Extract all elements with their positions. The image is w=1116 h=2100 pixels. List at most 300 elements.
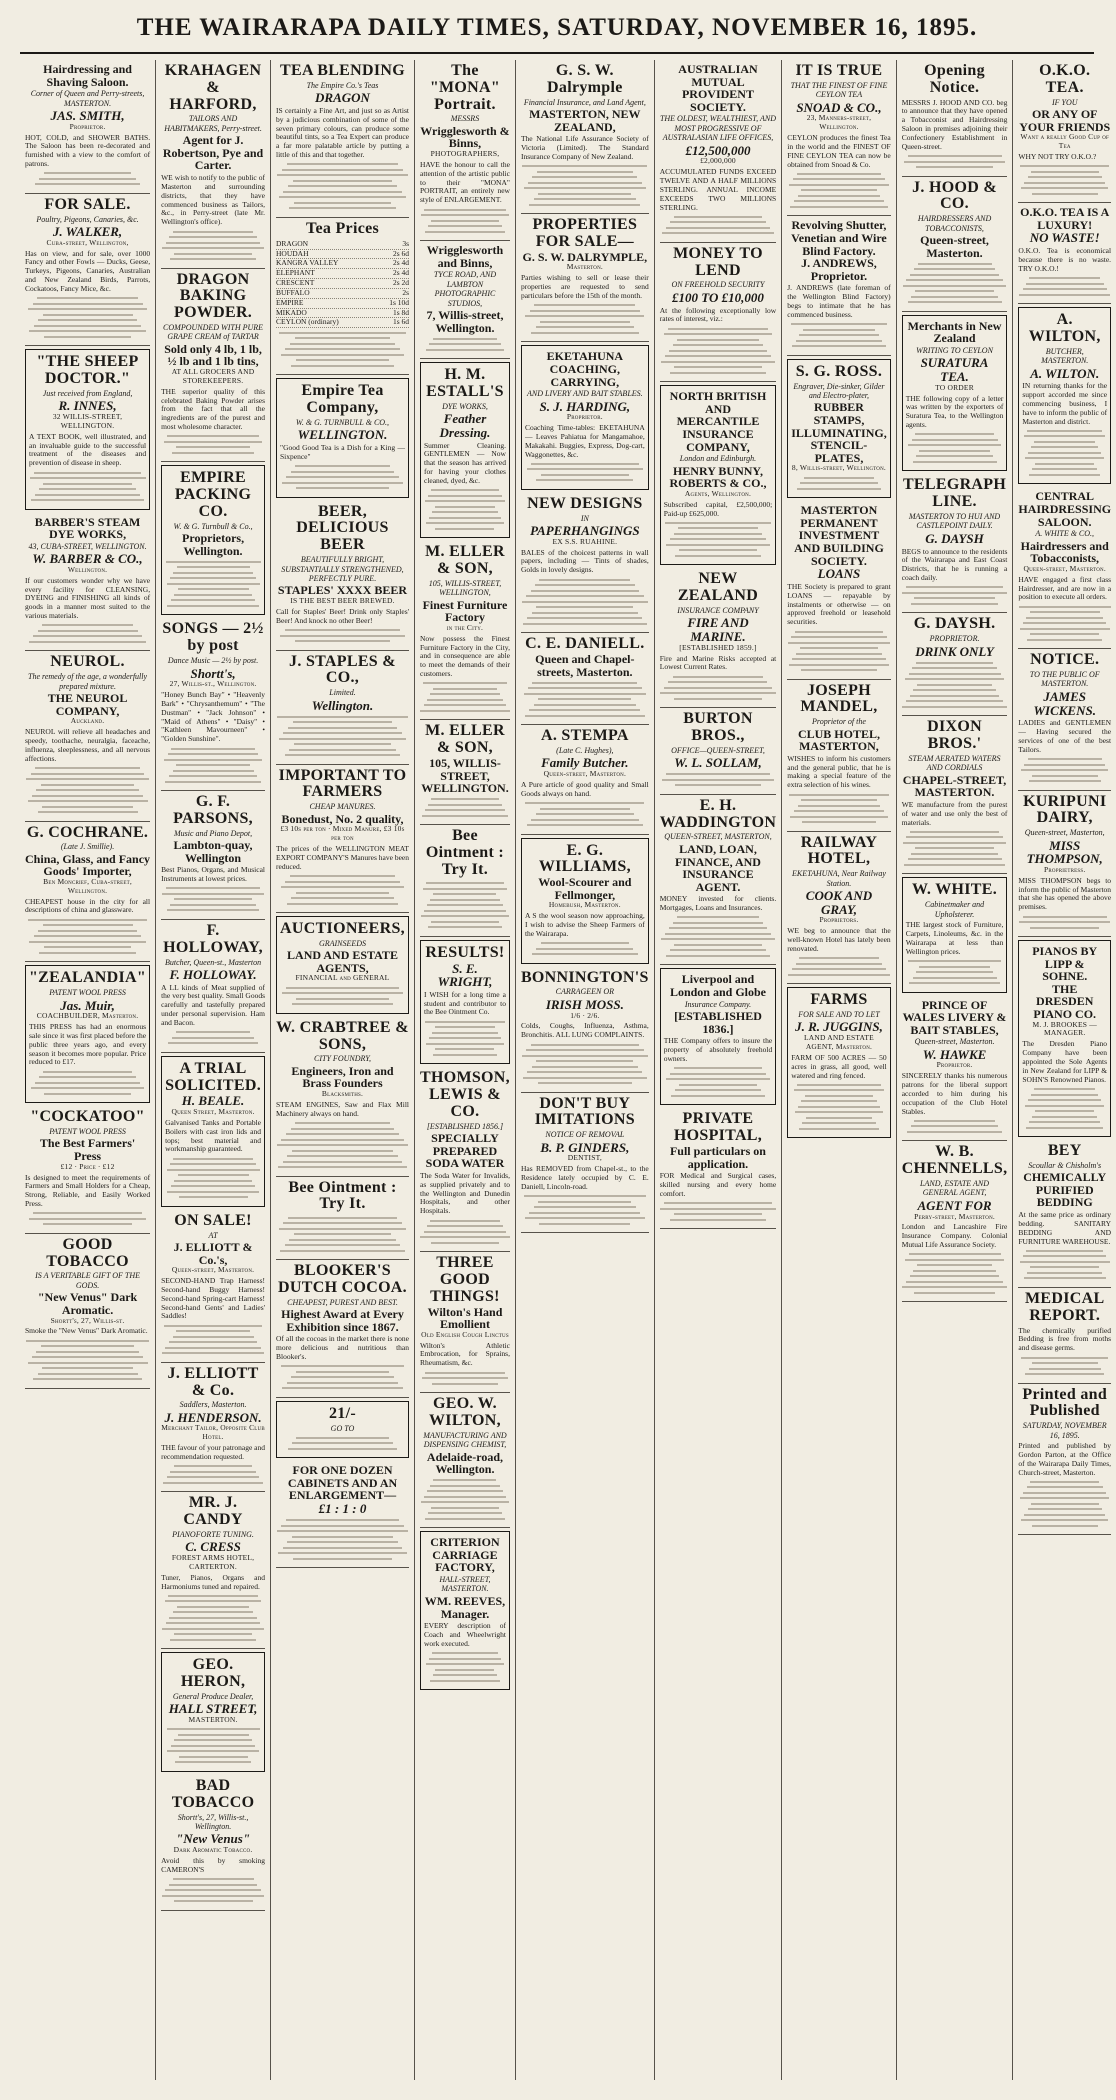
price-item: DRAGON (276, 238, 309, 248)
ad-subhead: Queen-street, Masterton, (1024, 828, 1105, 838)
ad-headline: NORTH BRITISH AND MERCANTILE INSURANCE COMPANY, (669, 389, 767, 454)
advertisement (25, 349, 150, 509)
fine-print (280, 1437, 405, 1450)
advertisement (660, 1108, 777, 1229)
ad-name: S. E. WRIGHT, (437, 960, 493, 990)
advertisement (276, 765, 409, 913)
ad-subhead: London and Edinburgh. (679, 454, 757, 464)
ad-headline: Printed and Published (1022, 1385, 1108, 1420)
advertisement (902, 177, 1008, 312)
advertisement (660, 968, 777, 1105)
ad-body: THIS PRESS has had an enormous sale since it was first placed before the public three years ago, and every season it becomes more popular. Price reduced to £17. (29, 1022, 147, 1067)
advertisement (161, 618, 265, 791)
ad-name: G. DAYSH (925, 530, 984, 546)
fine-print (902, 1120, 1008, 1133)
price-value: 2s 6d (392, 248, 409, 258)
ad-name: Wool-Scourer and Fellmonger, (538, 875, 632, 902)
column-8 (897, 60, 1014, 2080)
ad-headline: ON SALE! (174, 1211, 252, 1229)
ad-role: Proprietor. (69, 121, 106, 131)
ad-role: MASTERTON. (188, 1715, 238, 1725)
fine-print (424, 1021, 506, 1056)
ad-headline: 21/- (329, 1404, 356, 1422)
ad-body: SECOND-HAND Trap Harness! Second-hand Buggy Harness! Second-hand Spring-cart Harness! Second-hand Gents' and Ladies' Saddles! (161, 1276, 266, 1321)
advertisement (161, 1492, 265, 1649)
advertisement (521, 60, 649, 214)
fine-print (1022, 430, 1107, 476)
ad-name: Adelaide-road, Wellington. (426, 1449, 504, 1477)
ad-headline: MASTERTON PERMANENT INVESTMENT AND BUILDING SOCIETY. (794, 503, 884, 568)
price-value: 3s (402, 238, 409, 248)
ad-name: COOK AND GRAY, (805, 888, 873, 917)
ad-headline: G. COCHRANE. (26, 823, 149, 841)
ad-body: Wilton's Athletic Embrocation, for Sprains, Rheumatism, &c. (419, 1340, 510, 1368)
fine-print (161, 1878, 265, 1902)
fine-print (420, 209, 510, 233)
ad-subhead: 43, CUBA-STREET, WELLINGTON. (28, 541, 147, 551)
fine-print (420, 1220, 510, 1244)
ad-body: Fire and Marine Risks accepted at Lowest Current Rates. (659, 653, 777, 672)
ad-role: Proprietor. (936, 1060, 973, 1070)
ad-headline: EKETAHUNA COACHING, CARRYING, (546, 349, 624, 389)
advertisement (1018, 1384, 1111, 1536)
ad-headline: BLOOKER'S DUTCH COCOA. (278, 1262, 407, 1296)
ad-subhead: WRITING TO CEYLON (916, 346, 993, 355)
fine-print (1018, 916, 1111, 929)
advertisement (902, 1141, 1008, 1302)
fine-print (420, 338, 510, 351)
ad-role: in the City. (446, 622, 484, 632)
ad-name: Proprietors, Wellington. (182, 531, 245, 558)
ad-subhead: W. & G. TURNBULL & CO., (295, 417, 390, 427)
ad-headline: CENTRAL HAIRDRESSING SALOON. (1018, 489, 1112, 529)
fine-print (276, 629, 409, 642)
ad-headline: DRAGON BAKING POWDER. (174, 270, 253, 322)
ad-role: EX S.S. RUAHINE. (552, 536, 618, 546)
ad-name: G. S. W. DALRYMPLE, (522, 249, 648, 264)
ad-subhead: ON FREEHOLD SECURITY (671, 280, 765, 290)
fine-print (25, 1212, 150, 1225)
ad-subhead: Scoullar & Chisholm's (1028, 1160, 1102, 1170)
ad-headline: GOOD TOBACCO (46, 1235, 129, 1270)
ad-subhead: LAND, ESTATE AND GENERAL AGENT, (920, 1179, 990, 1198)
ad-subhead: MASTERTON TO HUI AND CASTLEPOINT DAILY. (908, 512, 1001, 531)
ad-headline: TELEGRAPH LINE. (902, 476, 1007, 511)
ad-headline: W. CRABTREE & SONS, (276, 1018, 409, 1053)
fine-print (525, 942, 645, 955)
ad-body: LADIES and GENTLEMEN — Having secured the services of one of the best Tailors. (1018, 718, 1112, 754)
ad-name: S. J. HARDING, (539, 398, 631, 414)
price-list (276, 240, 409, 329)
fine-print (165, 1728, 261, 1763)
ad-body: THE superior quality of this celebrated Baking Powder arises from the fact that all the ingredients are of the purest and most wholesome character. (161, 386, 266, 432)
ad-subhead: GRAINSEEDS (318, 938, 367, 948)
advertisement (660, 795, 777, 966)
fine-print (660, 676, 777, 700)
ad-headline: Liverpool and London and Globe (669, 972, 766, 1000)
fine-print (521, 1195, 649, 1225)
ad-subhead: Dance Music — 2½ by post. (167, 656, 259, 666)
fine-print (424, 489, 506, 530)
ad-headline: J. ELLIOTT & Co. (167, 1364, 259, 1399)
price-item: BUFFALO (276, 287, 310, 297)
ad-headline: RAILWAY HOTEL, (800, 833, 878, 868)
fine-print (660, 1202, 777, 1221)
ad-body: THE favour of your patronage and recommendation requested. (161, 1443, 266, 1461)
ad-subhead: NOTICE OF REMOVAL (545, 1130, 625, 1140)
ad-body: MONEY invested for clients. Mortgages, Loans and Insurances. (659, 894, 777, 913)
ad-body: "Honey Bunch Bay" • "Heavenly Bark" • "Chrysanthemum" • "The Dustman" • "Jack Johnson" • "Maid of Athens" • "Daisy" • "Kathleen Mavourneen" • "Golden Sunshine". (161, 690, 266, 744)
ad-body: At the following exceptionally low rates of interest, viz.: (659, 305, 777, 324)
ad-name: 7, Willis-street, Wellington. (426, 308, 504, 335)
advertisement (25, 513, 150, 652)
price-value: 1s 8d (392, 307, 409, 317)
ad-body: THE Company offers to insure the property of absolutely freehold owners. (663, 1036, 773, 1063)
advertisement (25, 822, 150, 963)
ad-body: IN returning thanks for the support accorded me since commencing business, I have to inform the public of Masterton and district. (1022, 381, 1108, 426)
ad-subhead: TO THE PUBLIC OF MASTERTON. (1029, 670, 1100, 689)
price-item: CEYLON (ordinary) (276, 317, 339, 327)
ad-name: PAPERHANGINGS (530, 523, 640, 539)
ad-subhead: Proprietor of the (812, 717, 866, 727)
advertisement (660, 568, 777, 708)
advertisement (161, 1363, 265, 1493)
ad-subhead: Shortt's, 27, Willis-st., Wellington. (177, 1812, 249, 1831)
advertisement (161, 1210, 265, 1363)
advertisement (420, 825, 510, 936)
ad-name: RUBBER STAMPS, ILLUMINATING, STENCIL-PLATES, (791, 400, 887, 465)
ad-headline: CRITERION CARRIAGE FACTORY, (430, 1535, 500, 1575)
ad-body: MESSRS J. HOOD AND CO. beg to announce that they have opened a Tobacconist and Hairdressing Saloon in premises adjoining their Confectionery Establishment in Queen-street. (901, 97, 1008, 151)
advertisement (25, 60, 150, 194)
advertisement (787, 832, 890, 985)
fine-print (276, 875, 409, 905)
ad-subhead: IN (580, 513, 589, 523)
ad-role: 23, Manners-street, Wellington. (806, 113, 872, 132)
ad-name: Full particulars on application. (669, 1143, 766, 1171)
ad-body: London and Lancashire Fire Insurance Company. Colonial Mutual Life Assurance Society. (901, 1222, 1008, 1250)
advertisement (420, 720, 510, 825)
fine-print (276, 1122, 409, 1168)
ad-body: STEAM ENGINES, Saw and Flax Mill Machinery always on hand. (276, 1099, 409, 1118)
ad-role: [ESTABLISHED 1859.] (679, 642, 757, 652)
ad-subhead: GO TO (330, 1423, 355, 1433)
ad-subhead: AND LIVERY AND BAIT STABLES. (527, 389, 643, 399)
ad-body: Has REMOVED from Chapel-st., to the Residence lately occupied by C. E. Daniell, Lincoln-road. (520, 1164, 649, 1191)
fine-print (165, 561, 261, 607)
fine-print (29, 1071, 146, 1095)
ad-name: £12,500,000 (685, 142, 751, 158)
advertisement (276, 1017, 409, 1177)
fine-print (29, 472, 146, 502)
ad-headline: NEW DESIGNS (527, 494, 643, 512)
fine-print (25, 624, 150, 643)
ad-body: WE wish to notify to the public of Masterton and surrounding districts, that they have commenced business as Tailors, &c., in Perry-street (late Mr. Wellington's office). (161, 173, 266, 227)
ad-body: Tuner, Pianos, Organs and Harmoniums tuned and repaired. (161, 1572, 266, 1591)
ad-body: If our customers wonder why we have every facility for CLEANSING, DYEING and FINISHING all kinds of goods in a manner most suited to the various materials. (25, 575, 151, 621)
ad-name: Agent for J. Robertson, Pye and Carter. (162, 133, 264, 173)
ad-name: W. L. SOLLAM, (674, 755, 762, 771)
advertisement (1018, 487, 1111, 649)
ad-headline: RESULTS! (425, 943, 505, 961)
ad-body: HAVE engaged a first class Hairdresser, and are now in a position to execute all orders. (1018, 574, 1112, 602)
ad-name: £1 : 1 : 0 (318, 1500, 367, 1516)
price-item: EMPIRE (276, 297, 304, 307)
fine-print (276, 332, 409, 367)
advertisement (420, 1393, 510, 1528)
ad-subhead: A. WHITE & CO., (1035, 529, 1095, 539)
ad-role: Wellington. (67, 564, 108, 574)
advertisement (420, 362, 510, 538)
ad-subhead: AT (208, 1230, 218, 1240)
fine-print (161, 1325, 265, 1355)
ad-subhead: THE OLDEST, WEALTHIEST, AND MOST PROGRESSIVE OF AUSTRALASIAN LIFE OFFICES, (659, 114, 777, 143)
fine-print (420, 882, 510, 928)
ad-role: FINANCIAL and GENERAL (295, 973, 390, 983)
column-7 (782, 60, 896, 2080)
ad-subhead: Insurance Company. (684, 999, 752, 1009)
advertisement (25, 194, 150, 346)
ad-subhead: OFFICE—QUEEN-STREET, (671, 745, 765, 755)
ad-headline: TEA BLENDING (280, 62, 405, 79)
advertisement (161, 1652, 265, 1772)
ad-headline: M. ELLER & SON, (425, 722, 505, 757)
price-value: 2s 2d (392, 278, 409, 288)
ad-body: Best Pianos, Organs, and Musical Instruments at lowest prices. (161, 865, 266, 884)
ad-role: Old English Cough Linctus (421, 1329, 509, 1339)
column-1 (20, 60, 156, 2080)
ad-subhead: (Late J. Smillie). (60, 842, 115, 852)
ad-name: STAPLES' XXXX BEER (277, 583, 408, 598)
ad-name: F. HOLLOWAY. (169, 967, 257, 982)
ad-headline: FARMS (810, 991, 868, 1009)
ad-name: JAMES WICKENS. (1033, 688, 1096, 718)
advertisement (276, 60, 409, 218)
fine-print (161, 1595, 265, 1641)
ad-subhead: TYCE ROAD, AND LAMBTON PHOTOGRAPHIC STUDIOS, (433, 270, 497, 308)
ad-body: SINCERELY thanks his numerous patrons for the liberal support accorded to him during his occupation of the Club Hotel Stables. (901, 1071, 1008, 1116)
newspaper-title: THE WAIRARAPA DAILY TIMES, SATURDAY, NOVEMBER 16, 1895. (136, 14, 978, 41)
ad-role: COACHBUILDER, Masterton. (36, 1011, 139, 1021)
advertisement (161, 465, 265, 615)
ad-body: HOT, COLD, and SHOWER BATHS. The Saloon has been re-decorated and furnished with a view to the comfort of patrons. (25, 132, 151, 169)
ad-name: DRAGON (315, 90, 370, 106)
fine-print (660, 216, 777, 235)
ad-body: Galvanised Tanks and Portable Boilers with cast iron lids and tops; best material and workmanship guaranteed. (165, 1117, 262, 1154)
fine-print (161, 231, 265, 261)
ad-headline: GEO. W. WILTON, (429, 1395, 501, 1429)
advertisement (25, 1106, 150, 1234)
ad-headline: S. G. ROSS. (795, 362, 883, 380)
ad-role: 27, Willis-st., Wellington. (169, 679, 257, 689)
ad-body: The Soda Water for Invalids, as supplied privately and to the Wellington and Dunedin Hospitals, and other Hospitals. (419, 1170, 510, 1216)
ad-headline: G. F. PARSONS, (173, 793, 253, 827)
advertisement (787, 501, 890, 679)
ad-body: MISS THOMPSON begs to inform the public of Masterton that she has opened the above premises. (1018, 875, 1112, 912)
ad-headline: IT IS TRUE (795, 62, 883, 79)
ad-role: Auckland. (70, 716, 105, 726)
advertisement (521, 493, 649, 633)
advertisement (276, 218, 409, 375)
advertisement (276, 651, 409, 765)
advertisement (276, 1177, 409, 1261)
price-value: 2s 4d (392, 258, 409, 268)
advertisement (1018, 1288, 1111, 1384)
advertisement (276, 378, 409, 497)
ad-name: HENRY BUNNY, ROBERTS & CO., (669, 463, 767, 491)
ad-headline: W. B. CHENNELLS, (901, 1143, 1008, 1178)
ad-name: Queen and Chapel-streets, Masterton. (535, 651, 635, 679)
ad-subhead: (Late C. Hughes), (556, 745, 614, 755)
ad-role: Merchant Tailor, Opposite Club Hotel. (161, 1423, 265, 1442)
ad-subhead: IS A VERITABLE GIFT OF THE GODS. (35, 1271, 141, 1290)
ad-body: IS certainly a Fine Art, and just so as Artist by a judicious combination of some of the seven primary colours, can produce some beautiful tints, so a Tea Expert can produce a far more palatable article by putting a little of this and that together. (276, 105, 409, 160)
ad-subhead: Poultry, Pigeons, Canaries, &c. (36, 214, 139, 224)
ad-headline: MR. J. CANDY (183, 1494, 243, 1529)
advertisement (276, 1461, 409, 1568)
column-3 (271, 60, 415, 2080)
ad-subhead: CHEAP MANURES. (309, 802, 376, 812)
ad-headline: H. M. ESTALL'S (426, 366, 504, 400)
fine-print (521, 802, 649, 826)
ad-name: MASTERTON, NEW ZEALAND, (529, 107, 641, 134)
ad-subhead: SATURDAY, NOVEMBER 16, 1895. (1022, 1421, 1107, 1440)
ad-body: J. ANDREWS (late foreman of the Wellington Blind Factory) begs to intimate that he has commenced business. (787, 283, 891, 319)
ad-headline: E. H. WADDINGTON (659, 796, 777, 831)
ad-headline: DON'T BUY IMITATIONS (534, 1094, 635, 1129)
ad-headline: PIANOS BY LIPP & SOHNE. (1032, 944, 1098, 984)
ad-role: Shortt's, 27, Willis-st. (50, 1315, 125, 1325)
newspaper-columns (20, 60, 1112, 2080)
ad-name: SPECIALLY PREPARED SODA WATER (425, 1131, 505, 1171)
ad-role: 32 WILLIS-STREET, WELLINGTON. (52, 412, 123, 430)
ad-name: A. WILTON. (1030, 365, 1100, 381)
ad-headline: MEDICAL REPORT. (1025, 1289, 1105, 1324)
ad-name: [ESTABLISHED 1836.] (674, 1009, 762, 1036)
advertisement (276, 916, 409, 1014)
ad-body: Avoid this by smoking CAMERON'S (161, 1855, 266, 1874)
ad-body: FOR Medical and Surgical cases, skilled nursing and every home comfort. (659, 1171, 777, 1198)
ad-headline: Empire Tea Company, (301, 382, 384, 417)
fine-print (1022, 1088, 1107, 1129)
ad-name: Jas. Muir, (60, 997, 115, 1013)
fine-print (521, 1044, 649, 1085)
advertisement (161, 1775, 265, 1911)
advertisement (25, 651, 150, 821)
ad-body: FARM OF 500 ACRES — 50 acres in grass, all good, well watered and ring fenced. (791, 1052, 887, 1080)
advertisement (521, 345, 649, 490)
advertisement (420, 940, 510, 1065)
fine-print (276, 163, 409, 209)
ad-role: Proprietors. (819, 915, 859, 925)
column-2 (156, 60, 271, 2080)
ad-body: THE largest stock of Furniture, Carpets, Linoleums, &c. in the Wairarapa at less than Wellington prices. (905, 920, 1004, 956)
ad-body: WISHES to inform his customers and the general public, that he is making a special feature of the extra selection of his wines. (787, 753, 891, 790)
advertisement (276, 1401, 409, 1458)
fine-print (420, 798, 510, 817)
ad-headline: Merchants in New Zealand (907, 318, 1002, 346)
fine-print (521, 682, 649, 717)
column-4 (415, 60, 516, 2080)
ad-subhead: Financial Insurance, and Land Agent, (523, 97, 646, 107)
advertisement (660, 243, 777, 382)
ad-headline: Hairdressing and Shaving Saloon. (43, 62, 132, 89)
ad-body: A S the wool season now approaching, I wish to advise the Sheep Farmers of the Wairarapa. (524, 911, 645, 938)
ad-headline: BARBER'S STEAM DYE WORKS, (34, 514, 141, 542)
advertisement (161, 791, 265, 920)
ad-body: BEGS to announce to the residents of the Wairarapa and East Coast Districts, that he is running a coach daily. (901, 546, 1008, 583)
ad-headline: NEUROL. (50, 653, 125, 671)
column-6 (655, 60, 783, 2080)
ad-body: Smoke the "New Venus" Dark Aromatic. (25, 1326, 148, 1336)
ad-headline: A. STEMPA (540, 727, 629, 745)
ad-body: Of all the cocoas in the market there is none more delicious and nutritious than Blooker's. (276, 1334, 409, 1362)
advertisement (521, 838, 649, 964)
ad-name: 105, WILLIS-STREET, WELLINGTON. (421, 756, 509, 796)
ad-headline: THOMSON, LEWIS & CO. (419, 1069, 510, 1120)
ad-name: AGENT FOR (917, 1197, 992, 1213)
ad-role: LAND AND ESTATE AGENT, Masterton. (804, 1033, 874, 1051)
ad-headline: NOTICE. (1030, 651, 1100, 669)
ad-headline: AUCTIONEERS, (280, 920, 405, 938)
advertisement (521, 633, 649, 725)
ad-body: Now possess the Finest Furniture Factory in the City, and in consequence are able to meet the demands of their customers. (419, 633, 510, 679)
advertisement (521, 214, 649, 342)
ad-name: R. INNES, (58, 398, 117, 414)
advertisement (25, 1234, 150, 1389)
ad-headline: EMPIRE PACKING CO. (174, 469, 252, 521)
ad-headline: Opening Notice. (924, 62, 985, 96)
advertisement (787, 216, 890, 355)
ad-name: OR ANY OF YOUR FRIENDS (1019, 107, 1111, 134)
advertisement (161, 60, 265, 269)
advertisement (787, 987, 890, 1138)
ad-subhead: PROPRIETOR. (929, 634, 980, 644)
advertisement (1018, 940, 1111, 1137)
ad-name: J. ELLIOTT & Co.'s, (173, 1240, 253, 1267)
ad-subhead: Corner of Queen and Perry-streets, MASTERTON. (30, 89, 145, 108)
fine-print (280, 465, 405, 489)
ad-body: Coaching Time-tables: EKETAHUNA — Leaves Pahiatua for Mangamahoe, Makakahi. Buggies, Express, Dog-cart, Waggonettes, &c. (524, 423, 645, 459)
fine-print (664, 1067, 773, 1097)
advertisement (420, 1531, 510, 1690)
ad-headline: G. S. W. Dalrymple (547, 62, 623, 96)
ad-subhead: Butcher, Queen-st., Masterton (164, 957, 262, 967)
ad-role: Blacksmiths. (321, 1089, 364, 1099)
ad-subhead: Cabinetmaker and Upholsterer. (924, 900, 985, 919)
ad-headline: BEER, DELICIOUS BEER (296, 502, 389, 554)
ad-name: WM. REEVES, Manager. (424, 1593, 506, 1621)
ad-role: Proprietress. (1044, 864, 1086, 874)
ad-headline: Wrigglesworth and Binns, (426, 243, 504, 270)
ad-role: M. J. BROOKES — MANAGER. (1032, 1019, 1097, 1038)
ad-subhead: BEAUTIFULLY BRIGHT, SUBSTANTIALLY STRENGTHENED, PERFECTLY PURE. (281, 555, 404, 583)
fine-print (420, 1372, 510, 1385)
column-9 (1013, 60, 1116, 2080)
fine-print (902, 586, 1008, 605)
ad-body: The Dresden Piano Company have been appointed the Sole Agents in New Zealand for LIPP & SOHN'S Renowned Pianos. (1022, 1039, 1108, 1084)
ad-headline: BONNINGTON'S (520, 968, 649, 986)
fine-print (424, 1652, 506, 1682)
ad-body: Has on view, and for sale, over 1000 Fancy and other Fowls — Ducks, Geese, Turkeys, Pigeons, Canaries, Australian and New Zealand Birds, Parrots, Cockatoos, Fancy Mice, &c. (25, 248, 151, 294)
ad-body: The prices of the WELLINGTON MEAT EXPORT COMPANY'S Manures have been reduced. (276, 844, 409, 871)
ad-headline: M. ELLER & SON, (425, 543, 505, 578)
price-item: KANGRA VALLEY (276, 258, 339, 268)
ad-name: W. BARBER & CO., (32, 551, 143, 567)
ad-body: I WISH for a long time a student and contributor to the Bee Ointment Co. (423, 989, 506, 1017)
ad-role: FOREST ARMS HOTEL, CARTERTON. (171, 1553, 255, 1571)
ad-body: BALES of the choicest patterns in wall papers, including — Tints of shades, Golds in lovely designs. (520, 547, 649, 575)
